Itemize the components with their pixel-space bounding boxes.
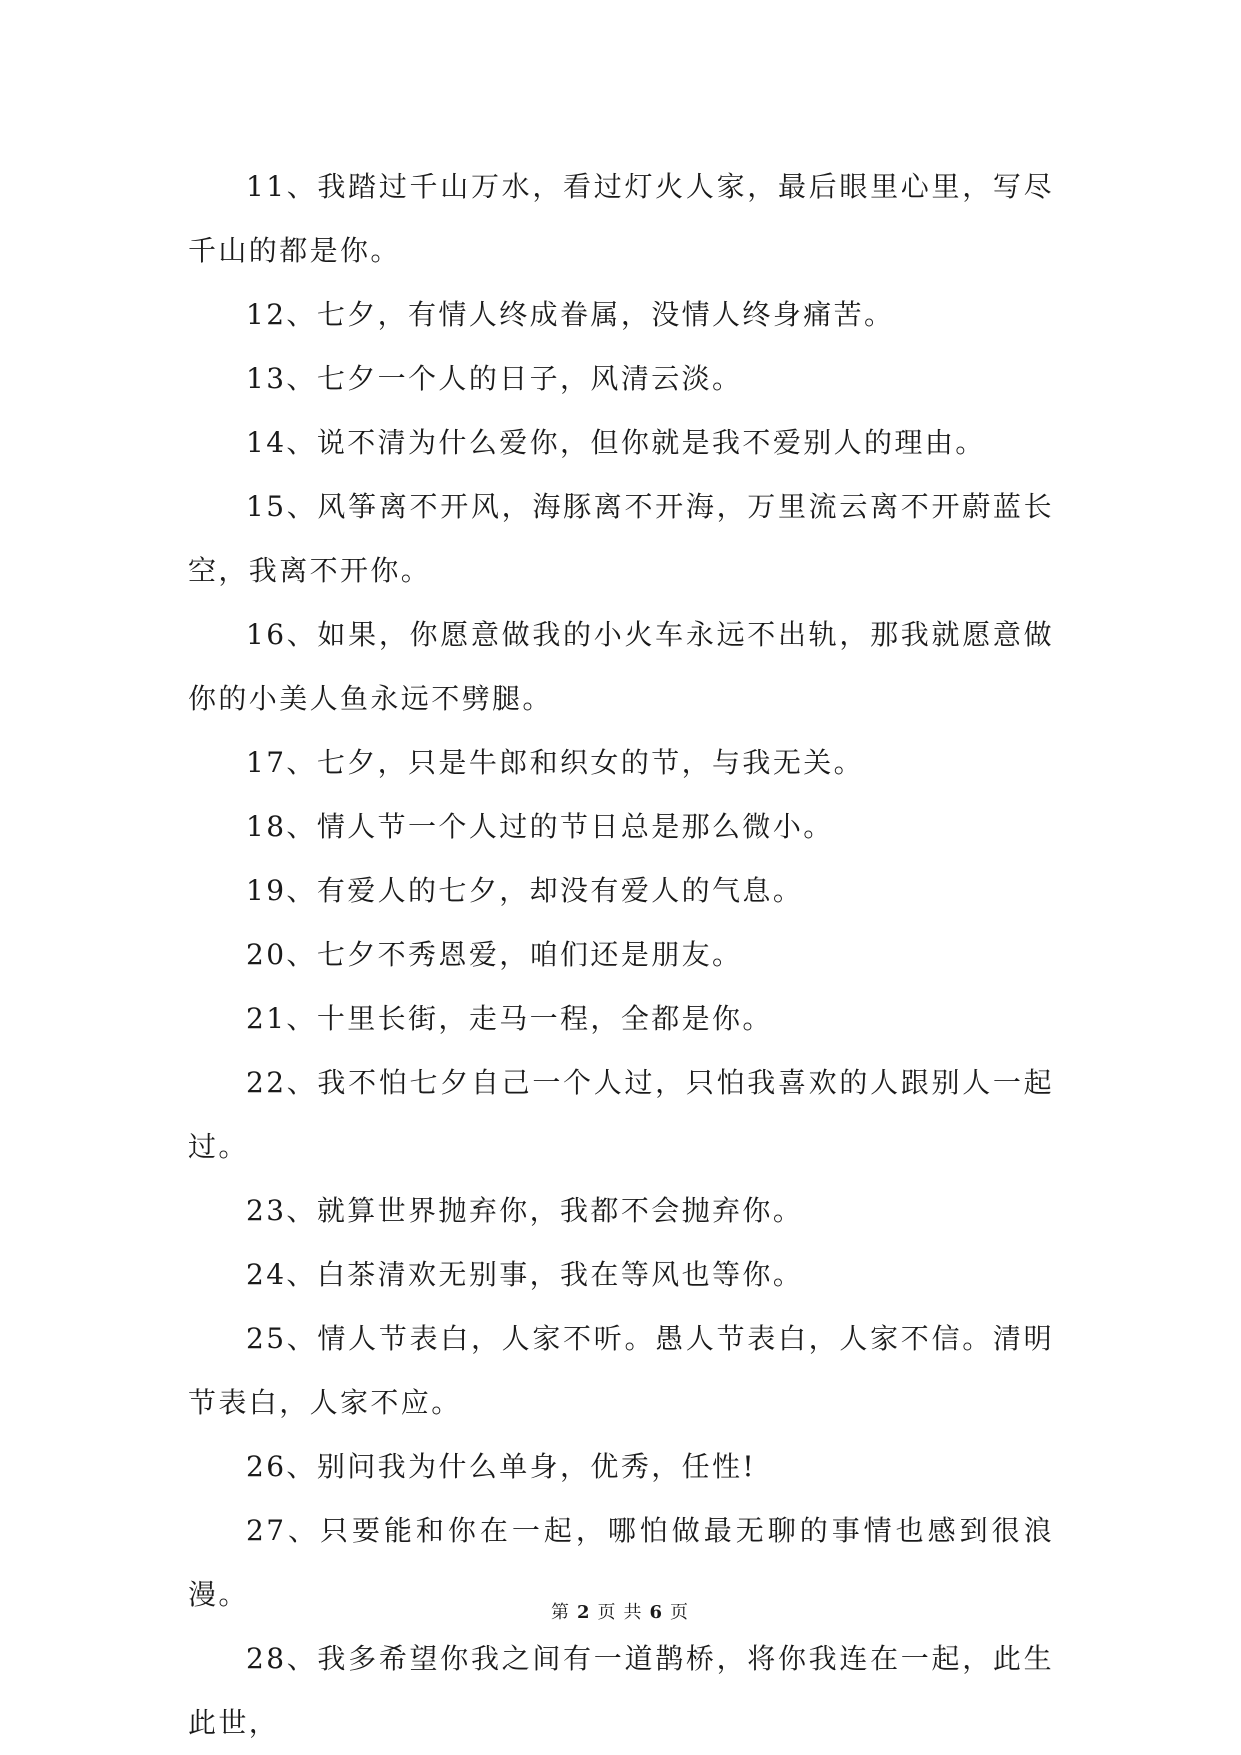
page-footer <box>0 1598 1241 1624</box>
paragraph-11: 11、我踏过千山万水，看过灯火人家，最后眼里心里，写尽千山的都是你。 <box>188 170 1054 267</box>
paragraph-20: 20、七夕不秀恩爱，咱们还是朋友。 <box>246 938 743 971</box>
paragraph-19: 19、有爱人的七夕，却没有爱人的气息。 <box>246 874 804 907</box>
paragraph-23: 23、就算世界抛弃你，我都不会抛弃你。 <box>246 1194 804 1227</box>
paragraph-21: 21、十里长街，走马一程，全都是你。 <box>246 1002 773 1035</box>
paragraph-18: 18、情人节一个人过的节日总是那么微小。 <box>246 810 834 843</box>
footer-total-word: 共 <box>623 1602 644 1623</box>
paragraph-12: 12、七夕，有情人终成眷属，没情人终身痛苦。 <box>246 298 895 331</box>
paragraph-13: 13、七夕一个人的日子，风清云淡。 <box>246 362 743 395</box>
paragraph-24: 24、白茶清欢无别事，我在等风也等你。 <box>246 1258 804 1291</box>
total-page-number: 6 <box>649 1602 665 1623</box>
paragraph-22: 22、我不怕七夕自己一个人过，只怕我喜欢的人跟别人一起过。 <box>188 1066 1054 1163</box>
paragraph-27: 27、只要能和你在一起，哪怕做最无聊的事情也感到很浪漫。 <box>188 1514 1054 1611</box>
footer-prefix: 第 <box>550 1602 571 1623</box>
current-page-number: 2 <box>576 1602 592 1623</box>
paragraph-28: 28、我多希望你我之间有一道鹊桥，将你我连在一起，此生此世， <box>188 1642 1054 1739</box>
paragraph-15: 15、风筝离不开风，海豚离不开海，万里流云离不开蔚蓝长空，我离不开你。 <box>188 490 1054 587</box>
paragraph-26: 26、别问我为什么单身，优秀，任性! <box>246 1450 757 1483</box>
paragraph-17: 17、七夕，只是牛郎和织女的节，与我无关。 <box>246 746 865 779</box>
footer-page-word: 页 <box>597 1602 618 1623</box>
paragraph-14: 14、说不清为什么爱你，但你就是我不爱别人的理由。 <box>246 426 986 459</box>
paragraph-25: 25、情人节表白，人家不听。愚人节表白，人家不信。清明节表白，人家不应。 <box>188 1322 1054 1419</box>
document-body <box>188 155 1054 1755</box>
footer-suffix: 页 <box>670 1602 691 1623</box>
paragraph-16: 16、如果，你愿意做我的小火车永远不出轨，那我就愿意做你的小美人鱼永远不劈腿。 <box>188 618 1054 715</box>
